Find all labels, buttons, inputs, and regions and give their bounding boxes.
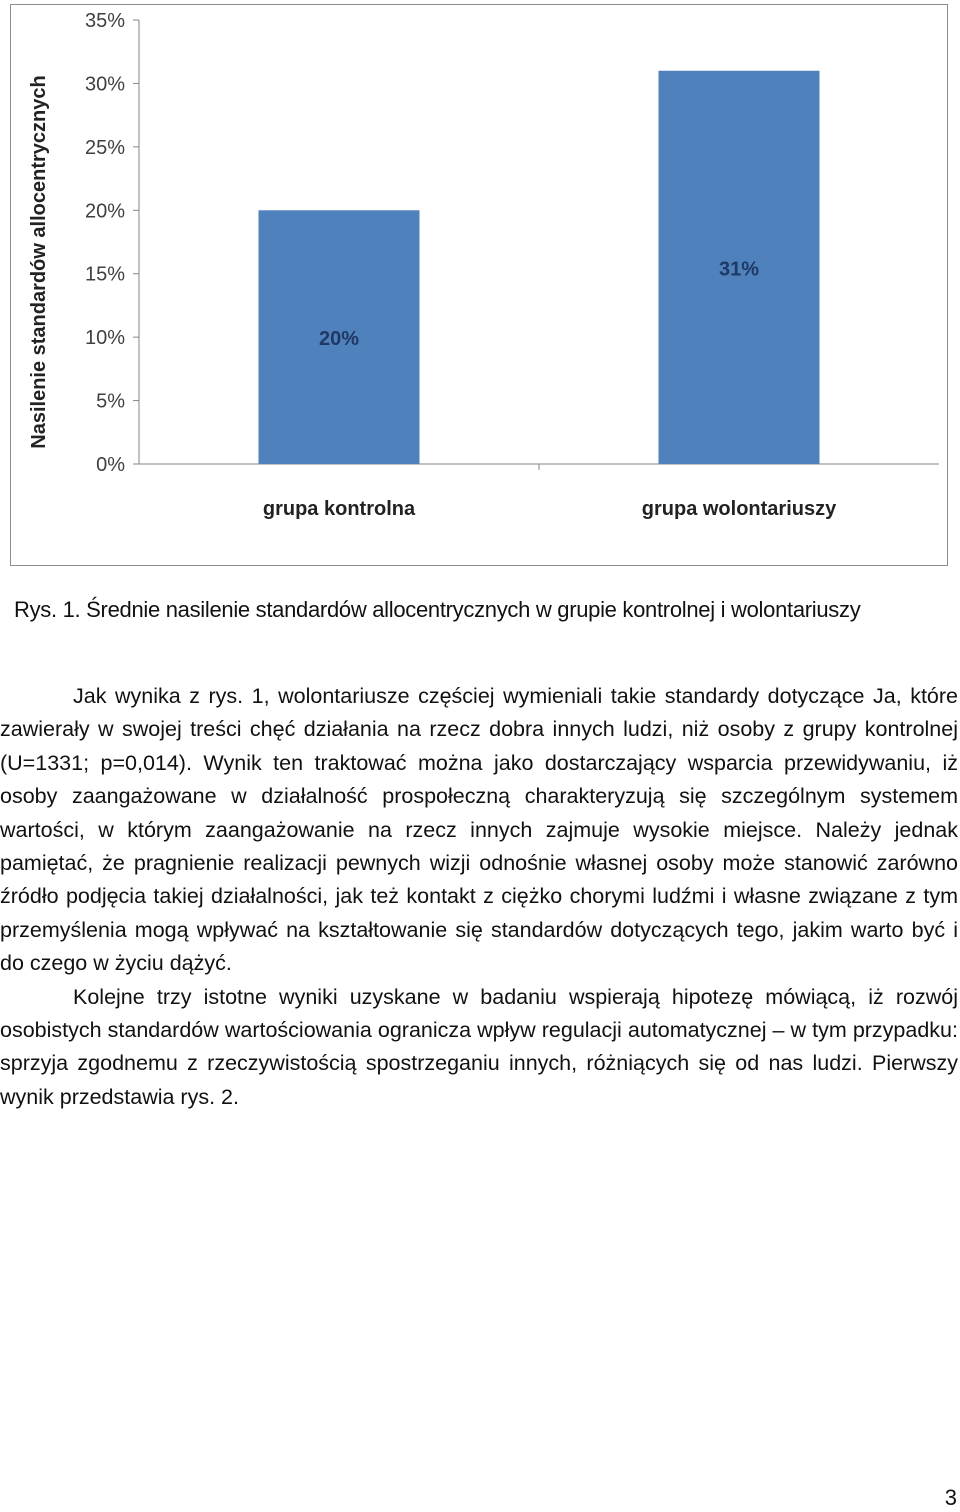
y-tick-label: 15% xyxy=(84,263,125,286)
y-tick-label: 20% xyxy=(84,200,125,223)
y-tick-label: 30% xyxy=(84,73,125,96)
paragraph: Jak wynika z rys. 1, wolontariusze częściej wymieniali takie standardy dotyczące Ja, które zawierały w swojej treści chęć działania na rzecz dobra innych ludzi, niż osoby z grupy kontrolnej (U=1331; p=0,014). Wynik ten traktować można jako dostarczający wsparcia przewidywaniu, iż osoby zaangażowane w działalność prospołeczną charakteryzują się szczególnym systemem wartości, w którym zaangażowanie na rzecz innych zajmuje wysokie miejsce. Należy jednak pamiętać, że pragnienie realizacji pewnych wizji odnośnie własnej osoby może stanowić zarówno źródło podjęcia takiej działalności, jak też kontakt z ciężko chorymi ludźmi i własne związane z tym przemyślenia mogą wpływać na kształtowanie się standardów dotyczących tego, jakim warto być i do czego w życiu dążyć. xyxy=(0,684,958,976)
data-label: 31% xyxy=(718,258,760,281)
bar-chart xyxy=(10,4,948,566)
x-category-label: grupa kontrolna xyxy=(262,498,416,520)
y-tick-label: 5% xyxy=(96,390,125,413)
data-label: 20% xyxy=(318,328,360,351)
page-number: 3 xyxy=(944,1485,957,1510)
paragraph: Kolejne trzy istotne wyniki uzyskane w badaniu wspierają hipotezę mówiącą, iż rozwój osobistych standardów wartościowania ogranicza wpływ regulacji automatycznej – w tym przypadku: sprzyja zgodnemu z rzeczywistością spostrzeganiu innych, różniących się od nas ludzi. Pierwszy wynik przedstawia rys. 2. xyxy=(0,984,958,1109)
body-text xyxy=(0,680,958,1114)
chart-svg xyxy=(11,5,947,565)
y-tick-label: 10% xyxy=(84,327,125,350)
y-tick-label: 25% xyxy=(84,136,125,159)
y-axis-title: Nasilenie standardów allocentrycznych xyxy=(28,75,50,449)
x-category-label: grupa wolontariuszy xyxy=(641,498,837,520)
y-tick-label: 0% xyxy=(96,454,125,476)
y-tick-label: 35% xyxy=(84,10,125,32)
figure-caption: Rys. 1. Średnie nasilenie standardów allocentrycznych w grupie kontrolnej i wolontariuszy xyxy=(14,597,861,622)
